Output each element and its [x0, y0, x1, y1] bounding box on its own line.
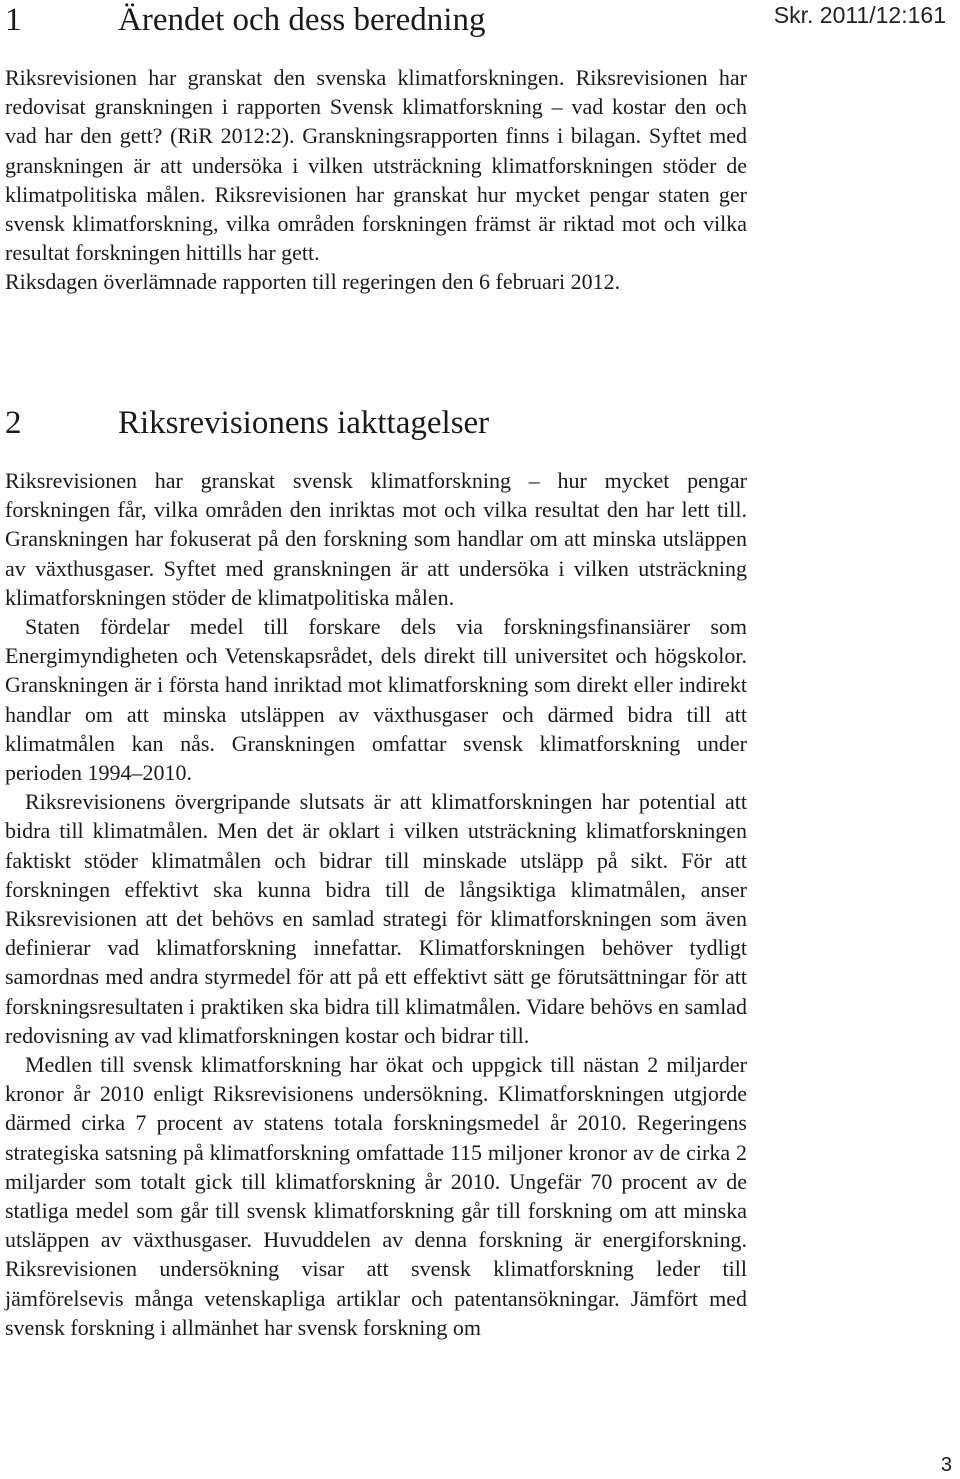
page-number: 3 — [940, 1454, 952, 1476]
paragraph: Riksrevisionen har granskat svensk klimatforskning – hur mycket pengar forskningen får, vilka områden den inriktas mot och vilka resultat den har lett till. Granskningen har fokuserat på den forskning som handlar om att minska utsläppen av växthusgaser. Syftet med granskningen är att undersöka i vilken utsträckning klimatforskningen stöder de klimatpolitiska målen. — [5, 468, 747, 610]
paragraph: Riksdagen överlämnade rapporten till regeringen den 6 februari 2012. — [5, 269, 621, 295]
section-1-number: 1 — [5, 2, 22, 38]
section-2-heading — [5, 403, 489, 443]
section-2-body — [5, 466, 747, 1342]
section-2-number: 2 — [5, 405, 22, 441]
paragraph: Riksrevisionen har granskat den svenska klimatforskningen. Riksrevisionen har redovisat granskningen i rapporten Svensk klimatforskning – vad kostar den och vad har den gett? (RiR 2012:2). Granskningsrapporten finns i bilagan. Syftet med granskningen är att undersöka i vilken utsträckning klimatforskningen stöder de klimatpolitiska målen. Riksrevisionen har granskat hur mycket pengar staten ger svensk klimatforskning, vilka områden forskningen främst är riktad mot och vilka resultat forskningen hittills har gett. — [5, 65, 747, 266]
section-1-body — [5, 63, 747, 297]
section-2-title: Riksrevisionens iakttagelser — [118, 405, 490, 441]
section-1-heading — [5, 0, 485, 40]
paragraph: Staten fördelar medel till forskare dels via forskningsfinansiärer som Energimyndigheten och Vetenskapsrådet, dels direkt till universitet och högskolor. Granskningen är i första hand inriktad mot klimatforskning som direkt eller indirekt handlar om att minska utsläppen av växthusgaser och därmed bidra till att klimatmålen kan nås. Granskningen omfattar svensk klimatforskning under perioden 1994–2010. — [5, 614, 747, 786]
paragraph: Riksrevisionens övergripande slutsats är att klimatforskningen har potential att bidra till klimatmålen. Men det är oklart i vilken utsträckning klimatforskningen faktiskt stöder klimatmålen och bidrar till minskade utsläpp på sikt. För att forskningen effektivt ska kunna bidra till de långsiktiga klimatmålen, anser Riksrevisionen att det behövs en samlad strategi för klimatforskningen som även definierar vad klimatforskning innefattar. Klimatforskningen behöver tydligt samordnas med andra styrmedel för att på ett effektivt sätt ge förutsättningar för att forskningsresultaten i praktiken ska bidra till klimatmålen. Vidare behövs en samlad redovisning av vad klimatforskningen kostar och bidrar till. — [5, 789, 747, 1048]
paragraph: Medlen till svensk klimatforskning har ökat och uppgick till nästan 2 miljarder kronor år 2010 enligt Riksrevisionens undersökning. Klimatforskningen utgjorde därmed cirka 7 procent av statens totala forskningsmedel år 2010. Regeringens strategiska satsning på klimatforskning omfattade 115 miljoner kronor av de cirka 2 miljarder som totalt gick till klimatforskning år 2010. Ungefär 70 procent av de statliga medel som går till svensk klimatforskning går till forskning om att minska utsläppen av växthusgaser. Huvuddelen av denna forskning är energiforskning. Riksrevisionen undersökning visar att svensk klimatforskning leder till jämförelsevis många vetenskapliga artiklar och patentansökningar. Jämfört med svensk forskning i allmänhet har svensk forskning om — [5, 1052, 747, 1340]
document-reference: Skr. 2011/12:161 — [773, 2, 946, 28]
section-1-title: Ärendet och dess beredning — [118, 2, 486, 38]
